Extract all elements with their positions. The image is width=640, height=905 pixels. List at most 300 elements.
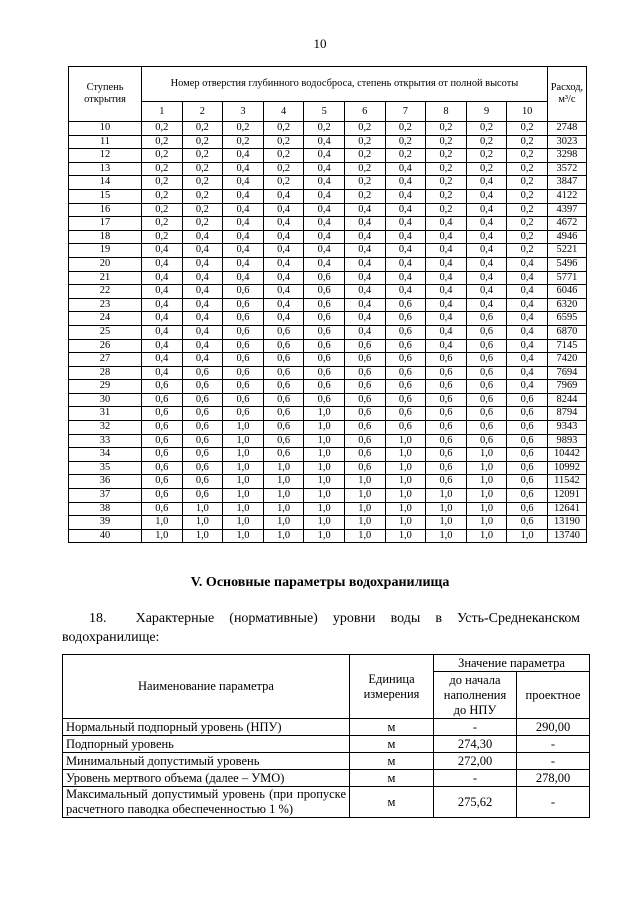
opening-cell: 0,4 [263,230,304,244]
stage-cell: 19 [69,244,142,258]
hole-number-header: 1 [142,102,183,122]
opening-cell: 1,0 [426,516,467,530]
opening-cell: 0,6 [223,366,264,380]
opening-cell: 0,4 [182,285,223,299]
rate-cell: 4946 [547,230,586,244]
opening-cell: 1,0 [385,502,426,516]
opening-cell: 0,6 [263,353,304,367]
design-cell: - [517,787,590,818]
opening-cell: 0,6 [385,366,426,380]
opening-cell: 0,2 [263,176,304,190]
opening-cell: 1,0 [304,461,345,475]
opening-cell: 0,6 [304,393,345,407]
opening-cell: 0,4 [466,257,507,271]
opening-cell: 0,4 [142,271,183,285]
opening-cell: 0,6 [223,407,264,421]
opening-cell: 0,6 [466,407,507,421]
opening-cell: 0,4 [385,230,426,244]
table-row [69,529,587,543]
stage-cell: 23 [69,298,142,312]
opening-cell: 1,0 [223,461,264,475]
opening-cell: 1,0 [182,529,223,543]
opening-cell: 1,0 [466,475,507,489]
opening-cell: 0,2 [507,122,548,136]
opening-cell: 0,6 [385,312,426,326]
stage-cell: 40 [69,529,142,543]
opening-cell: 0,4 [182,257,223,271]
opening-cell: 0,4 [466,244,507,258]
opening-cell: 0,4 [466,189,507,203]
param-name-cell: Уровень мертвого объема (далее – УМО) [63,770,350,787]
opening-cell: 0,2 [182,203,223,217]
header-stage: Ступень открытия [69,67,142,122]
opening-cell: 0,2 [466,122,507,136]
opening-cell: 0,2 [142,217,183,231]
opening-cell: 0,2 [223,122,264,136]
rate-cell: 4397 [547,203,586,217]
rate-cell: 6595 [547,312,586,326]
opening-cell: 0,6 [223,325,264,339]
table-row [69,203,587,217]
opening-cell: 1,0 [344,516,385,530]
section-heading: V. Основные параметры водохранилища [190,575,450,590]
opening-cell: 1,0 [385,529,426,543]
opening-cell: 0,2 [507,203,548,217]
opening-cell: 0,6 [182,448,223,462]
table-row [69,366,587,380]
stage-cell: 17 [69,217,142,231]
opening-cell: 0,2 [507,217,548,231]
opening-cell: 0,2 [142,189,183,203]
opening-cell: 0,4 [466,285,507,299]
opening-cell: 0,6 [142,475,183,489]
opening-cell: 0,6 [223,312,264,326]
opening-cell: 0,4 [223,176,264,190]
stage-cell: 24 [69,312,142,326]
opening-cell: 0,6 [182,421,223,435]
table-row [69,339,587,353]
opening-cell: 0,6 [182,407,223,421]
opening-cell: 0,4 [263,203,304,217]
opening-cell: 1,0 [466,502,507,516]
opening-cell: 0,2 [426,162,467,176]
opening-cell: 0,2 [507,149,548,163]
opening-cell: 0,4 [344,298,385,312]
header-param-name: Наименование параметра [63,655,350,719]
table-row [63,736,590,753]
opening-cell: 0,4 [344,217,385,231]
opening-cell: 0,6 [142,461,183,475]
opening-cell: 0,2 [142,203,183,217]
stage-cell: 22 [69,285,142,299]
opening-cell: 0,4 [142,353,183,367]
opening-cell: 0,4 [344,285,385,299]
hole-number-header: 5 [304,102,345,122]
design-cell: - [517,753,590,770]
opening-cell: 0,6 [223,285,264,299]
opening-cell: 0,6 [507,475,548,489]
unit-cell: м [350,719,434,736]
opening-cell: 0,2 [142,149,183,163]
opening-cell: 0,6 [466,393,507,407]
opening-cell: 0,6 [142,380,183,394]
opening-cell: 0,6 [344,448,385,462]
opening-cell: 0,6 [304,298,345,312]
rate-cell: 5496 [547,257,586,271]
opening-cell: 0,4 [182,244,223,258]
opening-cell: 0,4 [426,244,467,258]
opening-cell: 0,6 [263,421,304,435]
opening-cell: 0,4 [223,230,264,244]
header-value: Значение параметра [434,655,590,672]
opening-cell: 0,2 [507,244,548,258]
opening-cell: 0,2 [142,135,183,149]
rate-cell: 7145 [547,339,586,353]
opening-cell: 0,4 [344,325,385,339]
opening-cell: 0,2 [263,162,304,176]
opening-cell: 0,2 [507,176,548,190]
opening-cell: 0,6 [263,448,304,462]
opening-cell: 0,2 [507,135,548,149]
opening-cell: 0,4 [385,176,426,190]
header-holes: Номер отверстия глубинного водосброса, степень открытия от полной высоты [142,67,548,102]
opening-cell: 0,6 [507,502,548,516]
stage-cell: 25 [69,325,142,339]
opening-cell: 0,4 [426,257,467,271]
design-cell: 278,00 [517,770,590,787]
opening-cell: 0,4 [263,285,304,299]
opening-cell: 0,6 [426,380,467,394]
opening-cell: 0,4 [304,244,345,258]
opening-cell: 0,2 [466,162,507,176]
opening-cell: 0,6 [263,325,304,339]
opening-cell: 1,0 [304,529,345,543]
opening-cell: 0,4 [182,339,223,353]
opening-cell: 0,2 [426,135,467,149]
rate-cell: 8794 [547,407,586,421]
opening-cell: 0,6 [182,475,223,489]
opening-cell: 0,4 [466,271,507,285]
opening-cell: 0,4 [507,312,548,326]
stage-cell: 18 [69,230,142,244]
table-row [69,380,587,394]
opening-cell: 1,0 [223,516,264,530]
rate-cell: 3023 [547,135,586,149]
opening-cell: 0,2 [142,122,183,136]
table-row [63,753,590,770]
opening-cell: 0,2 [223,135,264,149]
opening-cell: 0,4 [304,135,345,149]
opening-cell: 0,4 [142,366,183,380]
opening-cell: 0,4 [142,339,183,353]
opening-cell: 0,6 [263,366,304,380]
opening-cell: 0,6 [466,312,507,326]
opening-cell: 0,6 [507,461,548,475]
opening-cell: 0,4 [426,339,467,353]
opening-cell: 0,2 [263,149,304,163]
rate-cell: 3572 [547,162,586,176]
opening-cell: 0,4 [304,149,345,163]
opening-cell: 0,4 [426,325,467,339]
opening-cell: 0,2 [466,135,507,149]
table-row [69,217,587,231]
opening-cell: 1,0 [426,529,467,543]
opening-cell: 0,4 [466,176,507,190]
opening-cell: 1,0 [263,502,304,516]
opening-cell: 0,2 [426,203,467,217]
opening-cell: 0,6 [385,380,426,394]
opening-cell: 1,0 [263,461,304,475]
hole-number-header: 9 [466,102,507,122]
opening-cell: 0,6 [263,380,304,394]
opening-cell: 1,0 [304,502,345,516]
opening-cell: 1,0 [304,421,345,435]
opening-cell: 0,6 [344,434,385,448]
opening-cell: 0,6 [385,421,426,435]
design-cell: 290,00 [517,719,590,736]
hole-number-header: 2 [182,102,223,122]
opening-cell: 0,4 [263,298,304,312]
rate-cell: 7694 [547,366,586,380]
table-row [69,162,587,176]
opening-cell: 0,4 [507,353,548,367]
opening-cell: 0,4 [466,230,507,244]
hole-number-header: 8 [426,102,467,122]
opening-cell: 0,6 [223,393,264,407]
opening-cell: 0,6 [142,489,183,503]
opening-cell: 0,6 [507,516,548,530]
stage-cell: 12 [69,149,142,163]
stage-cell: 32 [69,421,142,435]
opening-cell: 0,6 [182,366,223,380]
opening-cell: 0,2 [426,122,467,136]
rate-cell: 2748 [547,122,586,136]
opening-cell: 0,4 [182,325,223,339]
opening-cell: 0,2 [182,176,223,190]
opening-cell: 0,4 [263,189,304,203]
opening-cell: 0,4 [466,298,507,312]
opening-cell: 1,0 [507,529,548,543]
opening-cell: 0,4 [426,230,467,244]
opening-cell: 0,4 [385,189,426,203]
rate-cell: 6046 [547,285,586,299]
opening-cell: 0,4 [304,203,345,217]
opening-cell: 0,2 [466,149,507,163]
opening-cell: 0,4 [182,230,223,244]
table-row [69,407,587,421]
stage-cell: 29 [69,380,142,394]
opening-cell: 0,6 [426,448,467,462]
opening-cell: 0,6 [344,366,385,380]
opening-cell: 0,4 [263,257,304,271]
paragraph-18 [62,609,580,647]
opening-cell: 1,0 [385,461,426,475]
stage-cell: 33 [69,434,142,448]
table-row [63,719,590,736]
opening-cell: 0,4 [263,312,304,326]
opening-cell: 0,4 [223,203,264,217]
opening-cell: 0,2 [263,122,304,136]
hole-number-header: 4 [263,102,304,122]
opening-cell: 0,4 [344,230,385,244]
opening-cell: 0,4 [385,217,426,231]
opening-cell: 1,0 [304,475,345,489]
opening-cell: 0,6 [426,421,467,435]
opening-cell: 0,4 [344,271,385,285]
paragraph-text: Характерные (нормативные) уровни воды в Усть-Среднеканском водохранилище: [62,611,581,645]
opening-cell: 1,0 [223,434,264,448]
opening-cell: 0,4 [223,257,264,271]
opening-cell: 0,6 [304,353,345,367]
opening-cell: 0,2 [263,135,304,149]
opening-cell: 1,0 [223,475,264,489]
opening-cell: 0,6 [344,407,385,421]
opening-cell: 0,6 [507,489,548,503]
opening-cell: 0,6 [223,339,264,353]
stage-cell: 31 [69,407,142,421]
table-row [69,244,587,258]
opening-cell: 0,6 [263,434,304,448]
opening-cell: 0,6 [142,434,183,448]
stage-cell: 36 [69,475,142,489]
stage-cell: 11 [69,135,142,149]
opening-cell: 0,4 [304,217,345,231]
stage-cell: 20 [69,257,142,271]
before-fill-cell: - [434,719,517,736]
opening-cell: 1,0 [142,529,183,543]
rate-cell: 9893 [547,434,586,448]
opening-cell: 0,4 [507,257,548,271]
opening-cell: 0,2 [426,176,467,190]
opening-cell: 0,4 [142,244,183,258]
opening-cell: 0,6 [182,393,223,407]
rate-cell: 5221 [547,244,586,258]
rate-cell: 6870 [547,325,586,339]
opening-cell: 0,4 [223,217,264,231]
opening-cell: 0,2 [344,176,385,190]
table-row [69,122,587,136]
opening-cell: 0,6 [182,461,223,475]
opening-cell: 0,6 [426,407,467,421]
header-rate: Расход, м³/с [547,67,586,122]
opening-cell: 0,6 [507,393,548,407]
opening-cell: 1,0 [182,502,223,516]
opening-cell: 0,4 [507,380,548,394]
table-row [69,393,587,407]
hole-number-header: 6 [344,102,385,122]
opening-cell: 0,6 [344,421,385,435]
opening-cell: 0,2 [344,189,385,203]
opening-cell: 1,0 [466,489,507,503]
opening-cell: 0,4 [385,257,426,271]
opening-cell: 0,6 [385,339,426,353]
rate-cell: 5771 [547,271,586,285]
opening-cell: 0,6 [344,393,385,407]
stage-cell: 15 [69,189,142,203]
page-number: 10 [313,36,327,51]
opening-cell: 0,4 [182,271,223,285]
rate-cell: 3298 [547,149,586,163]
stage-cell: 37 [69,489,142,503]
table-row [69,312,587,326]
opening-cell: 0,4 [344,244,385,258]
table-row [63,770,590,787]
rate-cell: 7420 [547,353,586,367]
table-row [69,271,587,285]
opening-cell: 0,6 [304,285,345,299]
opening-cell: 1,0 [385,434,426,448]
opening-cell: 1,0 [223,529,264,543]
opening-cell: 0,2 [142,230,183,244]
design-cell: - [517,736,590,753]
opening-cell: 0,4 [426,217,467,231]
opening-cell: 0,2 [385,135,426,149]
opening-cell: 0,2 [344,135,385,149]
opening-cell: 0,6 [344,461,385,475]
opening-cell: 0,2 [182,217,223,231]
opening-cell: 1,0 [304,489,345,503]
opening-cell: 0,2 [385,149,426,163]
opening-cell: 0,4 [142,298,183,312]
stage-cell: 30 [69,393,142,407]
opening-cell: 0,6 [466,353,507,367]
table-row [69,448,587,462]
opening-cell: 1,0 [466,448,507,462]
opening-cell: 0,4 [223,244,264,258]
table-row [69,135,587,149]
rate-cell: 12091 [547,489,586,503]
hole-number-header: 7 [385,102,426,122]
opening-cell: 0,6 [385,353,426,367]
opening-cell: 0,2 [507,189,548,203]
opening-cell: 0,6 [263,339,304,353]
opening-cell: 0,6 [385,407,426,421]
table-row [69,461,587,475]
opening-cell: 0,2 [142,162,183,176]
rate-cell: 11542 [547,475,586,489]
param-name-cell: Минимальный допустимый уровень [63,753,350,770]
opening-cell: 0,2 [182,162,223,176]
opening-cell: 1,0 [344,489,385,503]
opening-cell: 1,0 [263,475,304,489]
opening-cell: 0,2 [182,189,223,203]
param-name-cell: Максимальный допустимый уровень (при пропуске расчетного паводка обеспеченностью 1 %) [63,787,350,818]
opening-cell: 1,0 [385,516,426,530]
rate-cell: 13190 [547,516,586,530]
unit-cell: м [350,770,434,787]
stage-cell: 13 [69,162,142,176]
rate-cell: 4672 [547,217,586,231]
opening-cell: 0,4 [507,339,548,353]
opening-cell: 0,6 [385,298,426,312]
stage-cell: 34 [69,448,142,462]
opening-cell: 0,6 [426,353,467,367]
before-fill-cell: - [434,770,517,787]
before-fill-cell: 272,00 [434,753,517,770]
opening-cell: 0,4 [426,285,467,299]
opening-cell: 0,4 [507,271,548,285]
opening-cell: 0,4 [466,217,507,231]
opening-cell: 0,4 [304,176,345,190]
opening-cell: 0,4 [263,244,304,258]
opening-cell: 0,6 [466,380,507,394]
table-row [69,502,587,516]
opening-cell: 0,4 [304,189,345,203]
opening-cell: 0,4 [344,203,385,217]
table-row [69,434,587,448]
opening-cell: 0,4 [426,312,467,326]
opening-cell: 0,6 [466,339,507,353]
